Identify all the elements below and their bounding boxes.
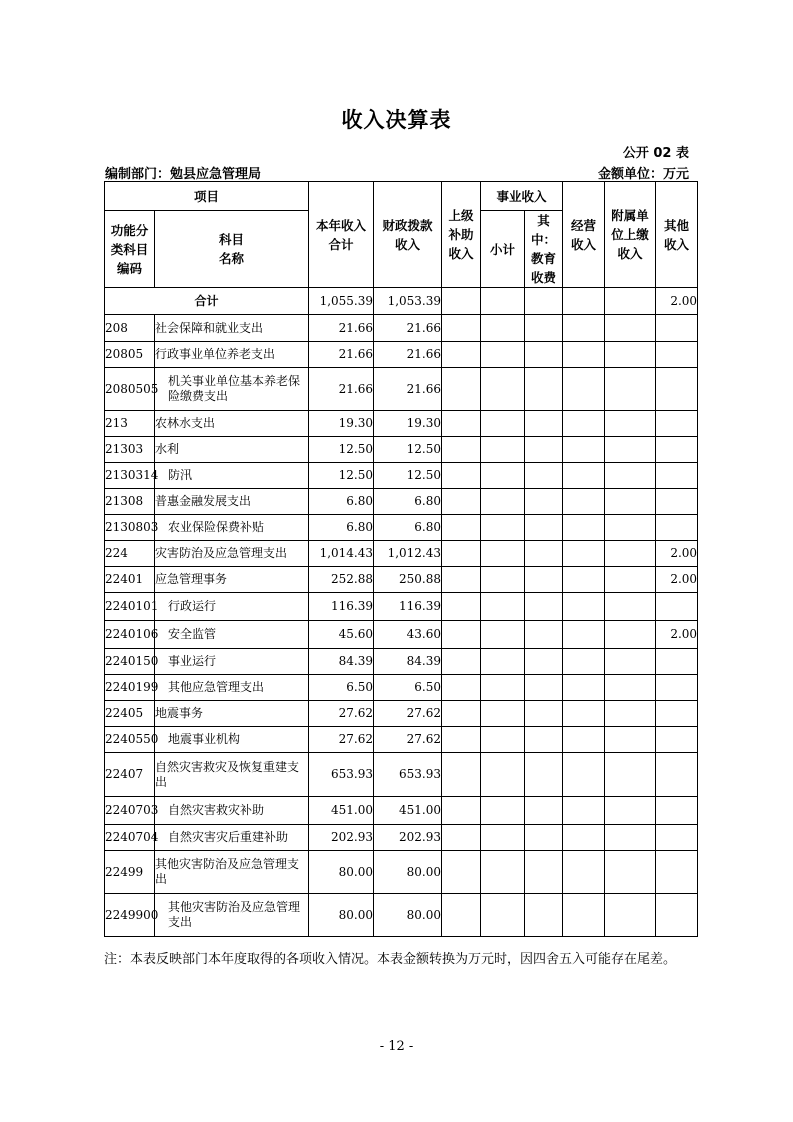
row-name: 其他应急管理支出 (155, 675, 309, 701)
header-item: 项目 (105, 182, 309, 211)
row-code: 2240150 (105, 649, 155, 675)
row-total-income: 19.30 (309, 411, 374, 437)
total-fiscal-cell: 1,053.39 (374, 288, 442, 315)
header-superior: 上级 补助 收入 (442, 182, 481, 288)
row-total-income: 45.60 (309, 621, 374, 649)
total-label: 合计 (105, 288, 309, 315)
table-row (105, 894, 698, 937)
row-total-income: 12.50 (309, 437, 374, 463)
row-name: 地震事业机构 (155, 727, 309, 753)
report-title: 收入决算表 (341, 108, 452, 132)
row-fiscal: 12.50 (374, 463, 442, 489)
row-name: 地震事务 (155, 701, 309, 727)
row-fiscal: 451.00 (374, 797, 442, 825)
row-name: 灾害防治及应急管理支出 (155, 541, 309, 567)
amount-unit: 金额单位：万元 (597, 167, 689, 182)
row-other (656, 675, 698, 701)
row-code: 2240550 (105, 727, 155, 753)
row-code: 2240106 (105, 621, 155, 649)
row-total-income: 653.93 (309, 753, 374, 797)
row-total-income: 80.00 (309, 894, 374, 937)
table-row (105, 315, 698, 342)
row-name: 农林水支出 (155, 411, 309, 437)
row-name: 事业运行 (155, 649, 309, 675)
row-name: 其他灾害防治及应急管理支出 (155, 851, 309, 894)
row-other (656, 797, 698, 825)
row-other (656, 368, 698, 411)
row-name: 自然灾害救灾补助 (155, 797, 309, 825)
compiling-department: 编制部门：勉县应急管理局 (105, 167, 262, 182)
table-row (105, 541, 698, 567)
table-row (105, 649, 698, 675)
row-total-income: 21.66 (309, 342, 374, 368)
row-fiscal: 84.39 (374, 649, 442, 675)
row-fiscal: 80.00 (374, 851, 442, 894)
row-code: 22405 (105, 701, 155, 727)
row-other (656, 701, 698, 727)
row-total-income: 451.00 (309, 797, 374, 825)
table-row (105, 567, 698, 593)
row-code: 22407 (105, 753, 155, 797)
row-other (656, 894, 698, 937)
row-other (656, 437, 698, 463)
table-row (105, 621, 698, 649)
row-fiscal: 6.80 (374, 515, 442, 541)
row-other (656, 593, 698, 621)
row-name: 行政事业单位养老支出 (155, 342, 309, 368)
row-other: 2.00 (656, 621, 698, 649)
row-total-income: 27.62 (309, 701, 374, 727)
row-name: 自然灾害灾后重建补助 (155, 825, 309, 851)
row-total-income: 21.66 (309, 315, 374, 342)
row-fiscal: 116.39 (374, 593, 442, 621)
row-other (656, 753, 698, 797)
row-total-income: 6.50 (309, 675, 374, 701)
header-subtotal: 小计 (481, 211, 525, 288)
row-name: 安全监管 (155, 621, 309, 649)
row-total-income: 12.50 (309, 463, 374, 489)
table-row (105, 851, 698, 894)
header-subject-name: 科目 名称 (155, 211, 309, 288)
table-row (105, 342, 698, 368)
row-total-income: 252.88 (309, 567, 374, 593)
table-row (105, 515, 698, 541)
row-code: 20805 (105, 342, 155, 368)
row-fiscal: 19.30 (374, 411, 442, 437)
row-total-income: 202.93 (309, 825, 374, 851)
row-fiscal: 43.60 (374, 621, 442, 649)
table-row (105, 825, 698, 851)
row-other: 2.00 (656, 541, 698, 567)
row-other (656, 825, 698, 851)
row-code: 2240703 (105, 797, 155, 825)
table-row (105, 593, 698, 621)
form-number: 公开 02 表 (622, 146, 689, 161)
row-code: 21308 (105, 489, 155, 515)
row-other (656, 489, 698, 515)
header-total-income: 本年收入 合计 (309, 182, 374, 288)
row-other (656, 463, 698, 489)
table-row (105, 727, 698, 753)
row-other (656, 515, 698, 541)
row-total-income: 84.39 (309, 649, 374, 675)
income-table (104, 181, 698, 937)
header-operating: 经营 收入 (563, 182, 605, 288)
row-total-income: 6.80 (309, 489, 374, 515)
row-fiscal: 21.66 (374, 315, 442, 342)
row-fiscal: 21.66 (374, 368, 442, 411)
table-row (105, 675, 698, 701)
row-code: 21303 (105, 437, 155, 463)
table-row (105, 411, 698, 437)
header-affiliate: 附属单 位上缴 收入 (605, 182, 656, 288)
row-other (656, 342, 698, 368)
row-other: 2.00 (656, 567, 698, 593)
row-code: 22401 (105, 567, 155, 593)
row-code: 2240704 (105, 825, 155, 851)
row-fiscal: 6.50 (374, 675, 442, 701)
header-fiscal: 财政拨款 收入 (374, 182, 442, 288)
row-name: 行政运行 (155, 593, 309, 621)
row-code: 2249900 (105, 894, 155, 937)
row-name: 普惠金融发展支出 (155, 489, 309, 515)
row-code: 2130314 (105, 463, 155, 489)
row-name: 自然灾害救灾及恢复重建支出 (155, 753, 309, 797)
table-row (105, 753, 698, 797)
row-fiscal: 80.00 (374, 894, 442, 937)
header-edu: 其中： 教育 收费 (525, 211, 563, 288)
row-other (656, 315, 698, 342)
header-func-code: 功能分 类科目 编码 (105, 211, 155, 288)
table-row (105, 463, 698, 489)
row-code: 2240101 (105, 593, 155, 621)
total-other-cell: 2.00 (656, 288, 698, 315)
row-fiscal: 6.80 (374, 489, 442, 515)
row-name: 社会保障和就业支出 (155, 315, 309, 342)
row-fiscal: 21.66 (374, 342, 442, 368)
row-code: 208 (105, 315, 155, 342)
row-other (656, 851, 698, 894)
row-total-income: 21.66 (309, 368, 374, 411)
row-other (656, 727, 698, 753)
row-fiscal: 653.93 (374, 753, 442, 797)
row-name: 应急管理事务 (155, 567, 309, 593)
row-total-income: 6.80 (309, 515, 374, 541)
page-number: - 12 - (379, 1039, 414, 1054)
row-code: 213 (105, 411, 155, 437)
table-row (105, 437, 698, 463)
row-other (656, 411, 698, 437)
row-total-income: 27.62 (309, 727, 374, 753)
row-name: 机关事业单位基本养老保险缴费支出 (155, 368, 309, 411)
row-fiscal: 12.50 (374, 437, 442, 463)
row-code: 2080505 (105, 368, 155, 411)
row-total-income: 116.39 (309, 593, 374, 621)
total-row (105, 288, 698, 315)
table-row (105, 368, 698, 411)
row-total-income: 80.00 (309, 851, 374, 894)
total-income-cell: 1,055.39 (309, 288, 374, 315)
table-row (105, 489, 698, 515)
table-row (105, 701, 698, 727)
row-name: 其他灾害防治及应急管理支出 (155, 894, 309, 937)
row-name: 防汛 (155, 463, 309, 489)
row-code: 224 (105, 541, 155, 567)
row-fiscal: 250.88 (374, 567, 442, 593)
table-note: 注：本表反映部门本年度取得的各项收入情况。本表金额转换为万元时，因四舍五入可能存在尾差。 (104, 952, 677, 967)
table-row (105, 797, 698, 825)
row-fiscal: 1,012.43 (374, 541, 442, 567)
row-other (656, 649, 698, 675)
row-code: 2130803 (105, 515, 155, 541)
row-fiscal: 27.62 (374, 727, 442, 753)
row-name: 农业保险保费补贴 (155, 515, 309, 541)
row-fiscal: 202.93 (374, 825, 442, 851)
row-fiscal: 27.62 (374, 701, 442, 727)
row-total-income: 1,014.43 (309, 541, 374, 567)
row-name: 水利 (155, 437, 309, 463)
header-other: 其他 收入 (656, 182, 698, 288)
header-business: 事业收入 (481, 182, 563, 211)
row-code: 2240199 (105, 675, 155, 701)
row-code: 22499 (105, 851, 155, 894)
